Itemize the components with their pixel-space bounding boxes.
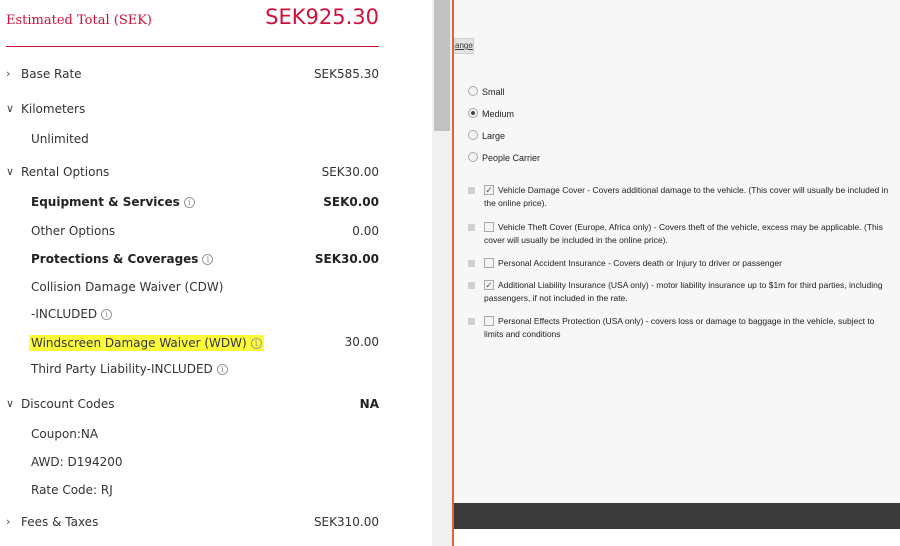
- scrollbar-track[interactable]: [432, 0, 452, 546]
- chevron-down-icon[interactable]: ∨: [6, 397, 15, 410]
- kilometers-row[interactable]: [0, 99, 432, 121]
- equipment-services-row: [0, 192, 432, 214]
- options-form: [454, 0, 900, 546]
- cover-item-vehicle-damage: [468, 184, 888, 212]
- size-option-label: Medium: [482, 109, 515, 119]
- cover-item-vehicle-theft: [468, 221, 888, 249]
- chevron-right-icon[interactable]: ›: [6, 515, 11, 528]
- radio-selected-icon[interactable]: [468, 108, 478, 118]
- discount-codes-value: NA: [359, 397, 379, 411]
- bullet-icon: [468, 260, 475, 267]
- other-options-label: Other Options: [31, 224, 116, 238]
- fees-taxes-value: SEK310.00: [313, 515, 379, 529]
- bullet-icon: [468, 187, 475, 194]
- info-icon[interactable]: i: [101, 309, 112, 320]
- protections-coverages-row: [0, 249, 432, 271]
- bullet-icon: [468, 282, 475, 289]
- fees-taxes-row[interactable]: [0, 512, 432, 534]
- rate-code-row: [0, 480, 432, 502]
- discount-codes-row[interactable]: [0, 394, 432, 416]
- size-option-medium[interactable]: [468, 107, 668, 121]
- bullet-icon: [468, 318, 475, 325]
- other-options-value: 0.00: [352, 224, 379, 238]
- size-option-people-carrier[interactable]: [468, 151, 668, 165]
- change-button[interactable]: ange: [454, 38, 474, 54]
- info-icon[interactable]: i: [217, 364, 228, 375]
- divider: [6, 46, 379, 47]
- size-option-small[interactable]: [468, 85, 668, 99]
- base-rate-value: SEK585.30: [313, 67, 379, 81]
- cover-text: Vehicle Damage Cover - Covers additional damage to the vehicle. (This cover will usually be included in the online price).: [484, 185, 889, 208]
- chevron-down-icon[interactable]: ∨: [6, 102, 15, 115]
- tpl-row: [0, 359, 432, 381]
- size-option-label: Large: [482, 131, 506, 141]
- price-summary-panel: [0, 0, 432, 546]
- rental-options-label: Rental Options: [21, 165, 110, 179]
- awd-row: [0, 452, 432, 474]
- coupon-row: [0, 424, 432, 446]
- kilometers-value: Unlimited: [31, 132, 89, 146]
- cdw-row: [0, 277, 432, 299]
- base-rate-row[interactable]: [0, 64, 432, 86]
- equipment-services-label: Equipment & Services: [31, 195, 180, 209]
- other-options-row: [0, 221, 432, 243]
- cover-text: Vehicle Theft Cover (Europe, Africa only) - Covers theft of the vehicle, excess may be applicable. (This cover will usually be included in the online price).: [484, 222, 883, 245]
- size-option-label: People Carrier: [482, 153, 541, 163]
- cdw-included-label: -INCLUDED: [31, 307, 98, 321]
- footer-strip: [454, 529, 900, 546]
- checkbox-checked-icon[interactable]: ✓: [485, 280, 493, 290]
- chevron-right-icon[interactable]: ›: [6, 67, 11, 80]
- radio-icon[interactable]: [468, 152, 478, 162]
- radio-icon[interactable]: [468, 86, 478, 96]
- cover-item-personal-accident: [468, 257, 888, 271]
- cover-text: Personal Accident Insurance - Covers death or Injury to driver or passenger: [498, 258, 782, 268]
- rental-options-row[interactable]: [0, 162, 432, 184]
- coupon-label: Coupon:NA: [31, 427, 99, 441]
- base-rate-label: Base Rate: [21, 67, 82, 81]
- equipment-services-value: SEK0.00: [323, 195, 379, 209]
- checkbox-checked-icon[interactable]: ✓: [485, 185, 493, 195]
- rental-options-value: SEK30.00: [321, 165, 379, 179]
- info-icon[interactable]: i: [251, 338, 262, 349]
- estimated-total-label: Estimated Total (SEK): [6, 13, 152, 28]
- rate-code-label: Rate Code: RJ: [31, 483, 113, 497]
- size-option-label: Small: [482, 87, 505, 97]
- kilometers-label: Kilometers: [21, 102, 86, 116]
- cover-text: Additional Liability Insurance (USA only) - motor liability insurance up to $1m for third parties, including passengers, if not included in the rate.: [484, 280, 883, 303]
- chevron-down-icon[interactable]: ∨: [6, 165, 15, 178]
- tpl-label: Third Party Liability-INCLUDED: [31, 362, 213, 376]
- kilometers-value-row: [0, 129, 432, 151]
- discount-codes-label: Discount Codes: [21, 397, 115, 411]
- info-icon[interactable]: i: [184, 197, 195, 208]
- radio-icon[interactable]: [468, 130, 478, 140]
- cover-text: Personal Effects Protection (USA only) - covers loss or damage to baggage in the vehicle, subject to limits and conditions: [484, 316, 875, 339]
- scrollbar-thumb[interactable]: [434, 0, 450, 131]
- cdw-included-row: [0, 304, 432, 326]
- info-icon[interactable]: i: [202, 254, 213, 265]
- size-option-large[interactable]: [468, 129, 668, 143]
- awd-label: AWD: D194200: [31, 455, 123, 469]
- footer-bar: [454, 503, 900, 529]
- cover-item-personal-effects: [468, 315, 888, 343]
- wdw-value: 30.00: [344, 335, 379, 349]
- protections-coverages-value: SEK30.00: [314, 252, 379, 266]
- checkbox-icon[interactable]: [484, 258, 494, 268]
- checkbox-icon[interactable]: [484, 222, 494, 232]
- checkbox-icon[interactable]: [484, 316, 494, 326]
- fees-taxes-label: Fees & Taxes: [21, 515, 99, 529]
- bullet-icon: [468, 224, 475, 231]
- wdw-label: Windscreen Damage Waiver (WDW): [31, 336, 247, 350]
- protections-coverages-label: Protections & Coverages: [31, 252, 199, 266]
- estimated-total-value: SEK925.30: [265, 5, 379, 29]
- cover-item-additional-liability: [468, 279, 888, 307]
- wdw-row: [0, 332, 432, 354]
- cdw-label: Collision Damage Waiver (CDW): [31, 280, 224, 294]
